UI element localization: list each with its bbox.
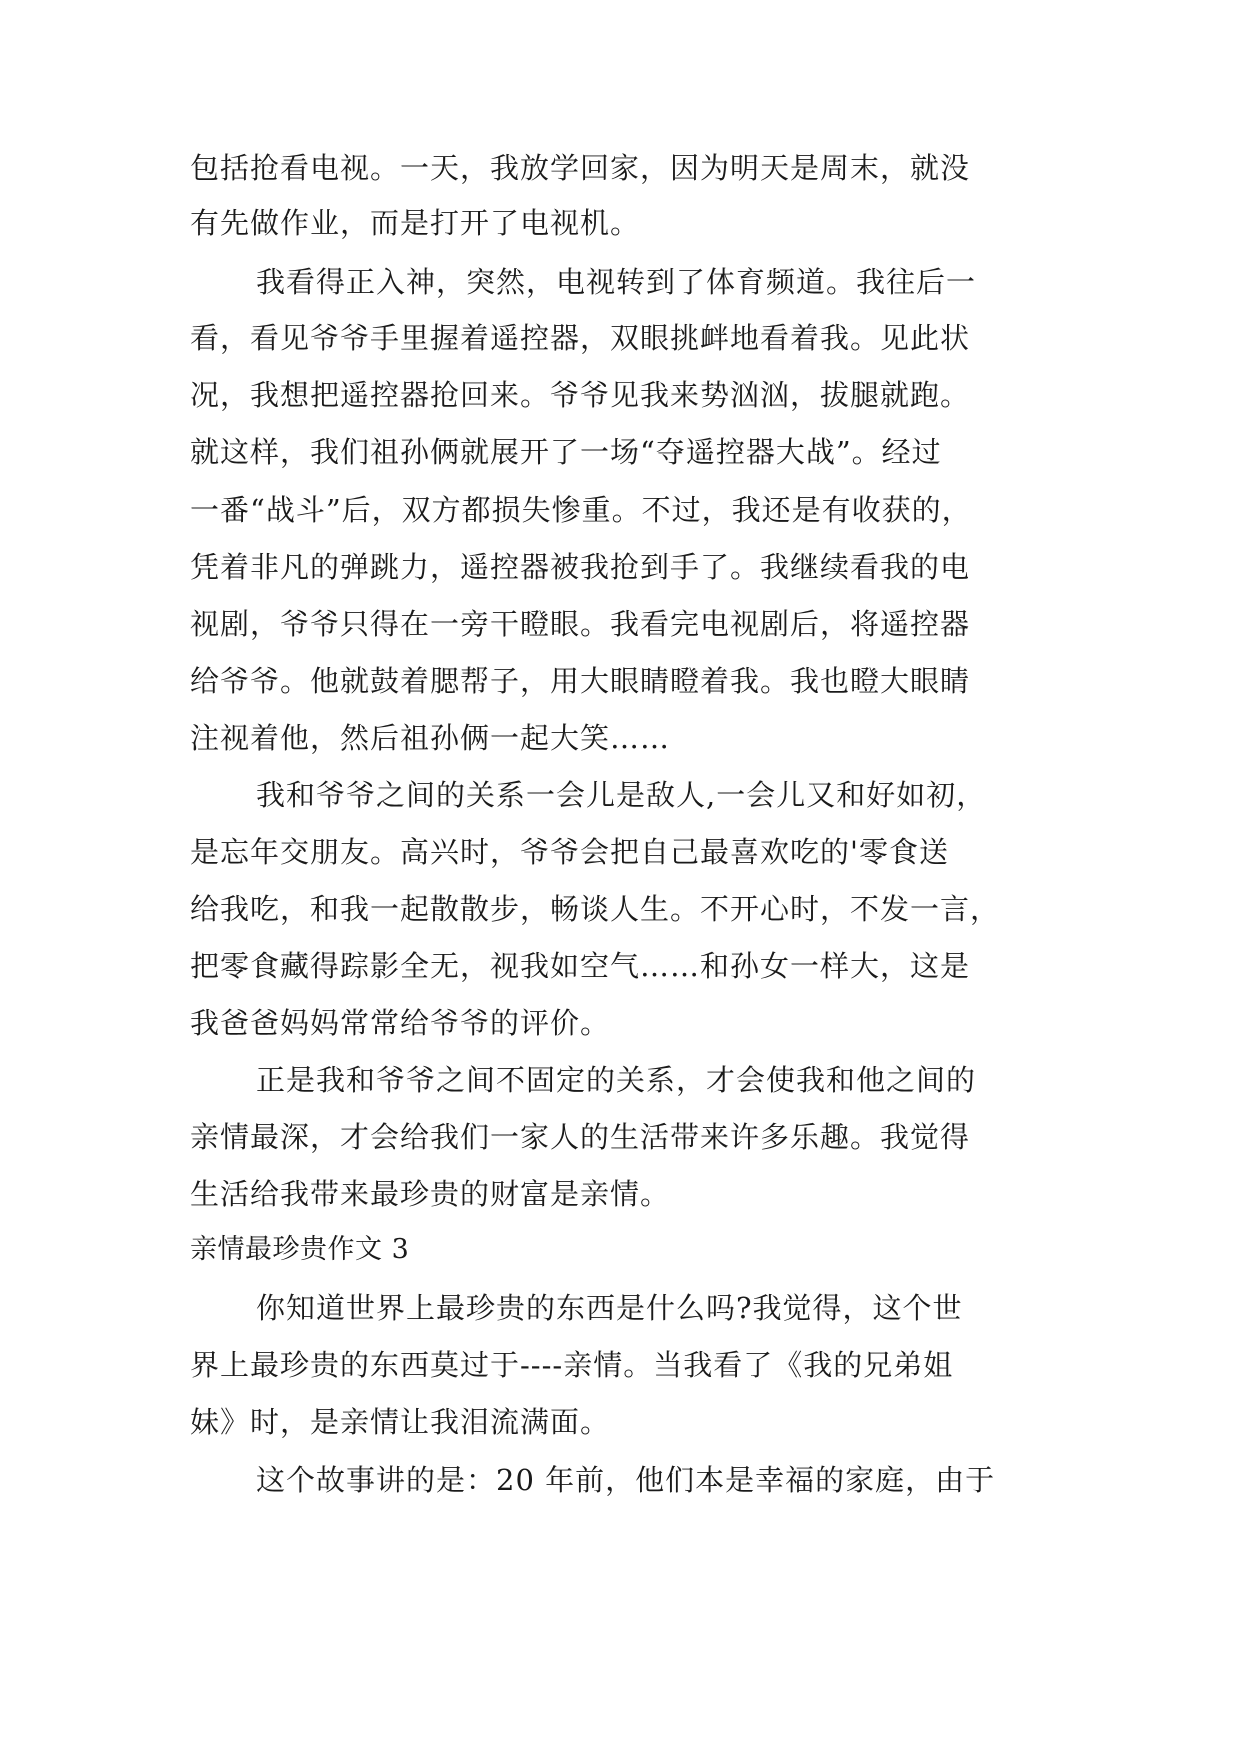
text-line: 有先做作业，而是打开了电视机。 (190, 206, 641, 240)
text-line: 生活给我带来最珍贵的财富是亲情。 (190, 1177, 671, 1211)
paragraph-start: 我和爷爷之间的关系一会儿是敌人,一会儿又和好如初， (256, 778, 987, 812)
text-line: 凭着非凡的弹跳力，遥控器被我抢到手了。我继续看我的电 (190, 550, 971, 584)
text-line: 是忘年交朋友。高兴时，爷爷会把自己最喜欢吃的'零食送 (190, 835, 949, 869)
text-line: 包括抢看电视。一天，我放学回家，因为明天是周末，就没 (190, 151, 971, 185)
section-heading: 亲情最珍贵作文 3 (190, 1234, 410, 1265)
text-line: 况，我想把遥控器抢回来。爷爷见我来势汹汹，拔腿就跑。 (190, 378, 971, 412)
text-line: 界上最珍贵的东西莫过于----亲情。当我看了《我的兄弟姐 (190, 1348, 954, 1382)
paragraph-start: 这个故事讲的是：20 年前，他们本是幸福的家庭，由于 (256, 1463, 996, 1497)
text-line: 妹》时，是亲情让我泪流满面。 (190, 1405, 611, 1439)
paragraph-start: 我看得正入神，突然，电视转到了体育频道。我往后一 (256, 265, 977, 299)
text-line: 注视着他，然后祖孙俩一起大笑…… (190, 721, 671, 755)
text-line: 给我吃，和我一起散散步，畅谈人生。不开心时，不发一言， (190, 892, 1001, 926)
text-line: 把零食藏得踪影全无，视我如空气……和孙女一样大，这是 (190, 949, 971, 983)
paragraph-start: 正是我和爷爷之间不固定的关系，才会使我和他之间的 (256, 1063, 977, 1097)
paragraph-start: 你知道世界上最珍贵的东西是什么吗?我觉得，这个世 (256, 1291, 963, 1325)
text-line: 就这样，我们祖孙俩就展开了一场“夺遥控器大战”。经过 (190, 435, 942, 469)
text-line: 一番“战斗”后，双方都损失惨重。不过，我还是有收获的， (190, 493, 972, 527)
text-line: 亲情最深，才会给我们一家人的生活带来许多乐趣。我觉得 (190, 1120, 971, 1154)
text-line: 看，看见爷爷手里握着遥控器，双眼挑衅地看着我。见此状 (190, 321, 971, 355)
text-line: 给爷爷。他就鼓着腮帮子，用大眼睛瞪着我。我也瞪大眼睛 (190, 664, 971, 698)
text-line: 我爸爸妈妈常常给爷爷的评价。 (190, 1006, 611, 1040)
text-line: 视剧，爷爷只得在一旁干瞪眼。我看完电视剧后，将遥控器 (190, 607, 971, 641)
